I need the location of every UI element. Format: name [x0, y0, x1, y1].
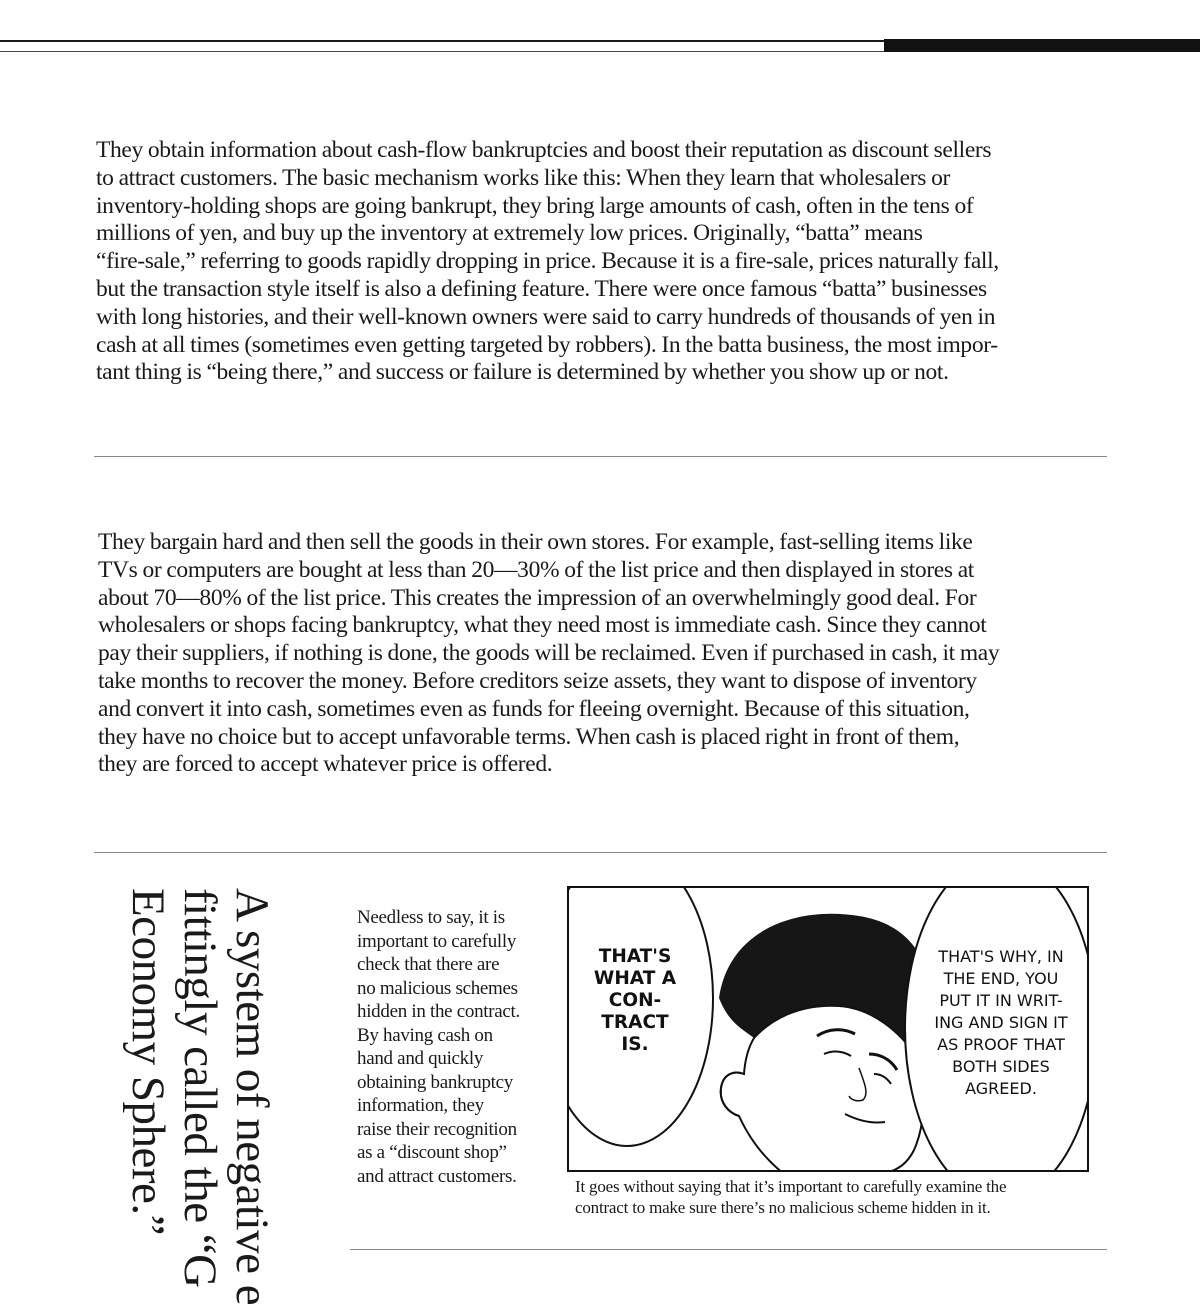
paragraph-line: “fire-sale,” referring to goods rapidly dropping in price. Because it is a fire-sale, prices naturally fall,	[96, 248, 999, 275]
panel-caption	[575, 1176, 1095, 1218]
section-divider	[94, 456, 1107, 457]
paragraph-line: take months to recover the money. Before creditors seize assets, they want to dispose of inventory	[98, 667, 977, 694]
section-divider	[350, 1249, 1107, 1250]
sidenote-line: hand and quickly	[357, 1048, 484, 1069]
sidenote-line: check that there are	[357, 954, 500, 975]
top-rule-base	[0, 51, 884, 52]
paragraph-line: millions of yen, and buy up the inventory at extremely low prices. Originally, “batta” means	[96, 220, 923, 247]
paragraph-line: tant thing is “being there,” and success or failure is determined by whether you show up or not.	[96, 359, 949, 386]
paragraph-line: wholesalers or shops facing bankruptcy, what they need most is immediate cash. Since they cannot	[98, 612, 987, 639]
bubble-line: THAT'S WHY, IN	[938, 947, 1064, 966]
paragraph-line: They bargain hard and then sell the goods in their own stores. For example, fast-selling items like	[98, 529, 973, 555]
bubble-line: ING AND SIGN IT	[934, 1013, 1068, 1032]
sidenote-line: information, they	[357, 1095, 484, 1116]
vertical-chapter-title	[122, 888, 278, 1305]
bubble-line: TRACT	[601, 1012, 669, 1033]
sidenote-line: no malicious schemes	[357, 977, 518, 999]
sidenote-line: Needless to say, it is	[357, 907, 505, 928]
caption-line: contract to make sure there’s no malicious scheme hidden in it.	[575, 1198, 991, 1217]
bubble-line: CON-	[608, 990, 662, 1011]
bubble-line: AS PROOF THAT	[937, 1035, 1065, 1054]
sidenote-line: and attract customers.	[357, 1165, 517, 1187]
paragraph-line: they have no choice but to accept unfavorable terms. When cash is placed right in front of them,	[98, 723, 960, 750]
sidenote-line: By having cash on	[357, 1024, 493, 1046]
sidenote-line: important to carefully	[357, 930, 517, 952]
manga-panel	[567, 886, 1089, 1172]
sidenote-line: obtaining bankruptcy	[357, 1071, 513, 1093]
paragraph-line: cash at all times (sometimes even getting targeted by robbers). In the batta business, the most impor-	[96, 331, 998, 358]
paragraph-line: pay their suppliers, if nothing is done, the goods will be reclaimed. Even if purchased in cash, it may	[98, 640, 1000, 667]
bubble-line: AGREED.	[965, 1079, 1037, 1098]
sidenote-line: as a “discount shop”	[357, 1142, 507, 1163]
paragraph-line: They obtain information about cash-flow bankruptcies and boost their reputation as discount sellers	[96, 137, 992, 163]
bubble-line: BOTH SIDES	[952, 1057, 1050, 1076]
top-rule-thin	[0, 40, 884, 42]
sidenote-line: hidden in the contract.	[357, 1001, 520, 1022]
speech-bubble-left-text	[585, 946, 685, 1056]
speech-bubble-right-text	[921, 946, 1081, 1100]
sidenote-line: raise their recognition	[357, 1118, 517, 1140]
title-line: fittingly called the “G	[174, 888, 226, 1288]
bubble-line: WHAT A	[593, 968, 677, 989]
bubble-line: IS.	[621, 1034, 649, 1055]
caption-line: It goes without saying that it’s important to carefully examine the	[575, 1177, 1007, 1196]
paragraph-line: and convert it into cash, sometimes even as funds for fleeing overnight. Because of this situation,	[98, 695, 970, 722]
bubble-line: PUT IT IN WRIT-	[939, 991, 1063, 1010]
paragraph-line: to attract customers. The basic mechanism works like this: When they learn that wholesalers or	[96, 164, 950, 191]
paragraph-line: with long histories, and their well-known owners were said to carry hundreds of thousands of yen in	[96, 303, 996, 330]
bubble-line: THAT'S	[598, 946, 672, 967]
title-line: Economy Sphere.”	[122, 888, 174, 1236]
sidenote	[357, 906, 557, 1188]
bubble-line: THE END, YOU	[943, 969, 1059, 988]
body-paragraph-2	[98, 529, 1102, 779]
top-rule-thick	[884, 39, 1200, 52]
paragraph-line: about 70—80% of the list price. This creates the impression of an overwhelmingly good deal. For	[98, 584, 977, 611]
section-divider	[94, 852, 1107, 853]
body-paragraph-1	[96, 137, 1100, 387]
paragraph-line: but the transaction style itself is also a defining feature. There were once famous “batta” businesses	[96, 275, 987, 302]
paragraph-line: TVs or computers are bought at less than 20—30% of the list price and then displayed in stores at	[98, 556, 974, 583]
title-line: A system of negative e	[226, 888, 278, 1305]
paragraph-line: inventory-holding shops are going bankrupt, they bring large amounts of cash, often in the tens of	[96, 192, 974, 219]
paragraph-line: they are forced to accept whatever price is offered.	[98, 751, 553, 778]
